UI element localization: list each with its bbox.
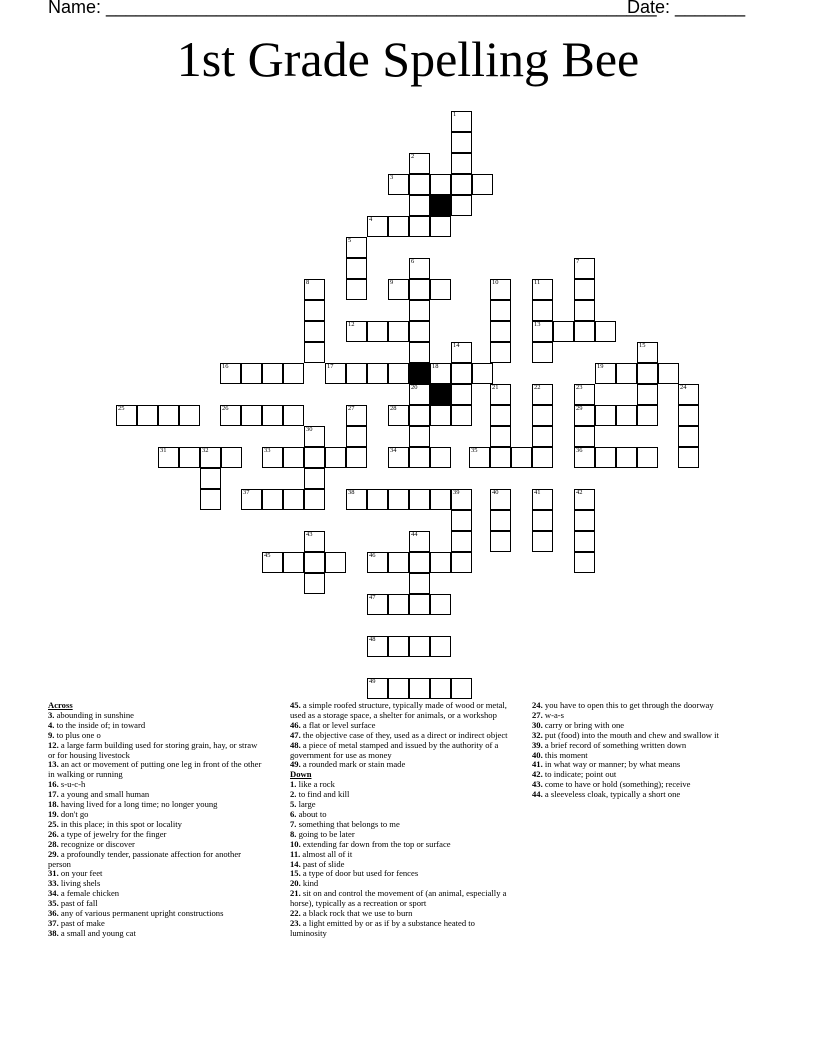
grid-cell[interactable] <box>490 342 511 363</box>
grid-cell[interactable] <box>388 447 409 468</box>
grid-cell[interactable] <box>262 363 283 384</box>
name-field-label: Name: _______________________________________________________ <box>48 0 657 17</box>
clue-number: 2 <box>411 153 415 160</box>
grid-cell[interactable] <box>574 321 595 342</box>
clue-item: 49. a rounded mark or stain made <box>290 759 406 770</box>
grid-cell[interactable] <box>451 384 472 405</box>
grid-cell[interactable] <box>283 405 304 426</box>
clue-column-2 <box>290 701 512 939</box>
grid-cell[interactable] <box>637 342 658 363</box>
page-title: 1st Grade Spelling Bee <box>176 31 640 87</box>
grid-cell[interactable] <box>532 279 553 300</box>
grid-cell[interactable] <box>595 321 616 342</box>
grid-cell[interactable] <box>574 552 595 573</box>
grid-cell[interactable] <box>325 552 346 573</box>
grid-cell[interactable] <box>409 405 430 426</box>
grid-cell[interactable] <box>451 552 472 573</box>
grid-cell[interactable] <box>637 384 658 405</box>
grid-cell[interactable] <box>532 489 553 510</box>
grid-cell[interactable] <box>409 153 430 174</box>
clue-item: 20. kind <box>290 878 319 889</box>
grid-cell[interactable] <box>678 384 699 405</box>
clue-number: 10 <box>492 279 499 286</box>
down-heading: Down <box>290 769 312 780</box>
grid-cell[interactable] <box>595 363 616 384</box>
grid-cell[interactable] <box>200 468 221 489</box>
clue-number: 28 <box>390 405 397 412</box>
clue-item: 38. a small and young cat <box>48 927 136 938</box>
grid-cell[interactable] <box>388 279 409 300</box>
clue-number: 24 <box>680 384 687 391</box>
grid-cell[interactable] <box>409 552 430 573</box>
clue-item: 30. carry or bring with one <box>532 719 625 730</box>
clue-item: 8. going to be later <box>290 828 355 839</box>
grid-cell[interactable] <box>678 426 699 447</box>
grid-cell[interactable] <box>532 321 553 342</box>
clue-item: 35. past of fall <box>48 898 98 909</box>
grid-cell[interactable] <box>388 363 409 384</box>
grid-cell[interactable] <box>346 258 367 279</box>
clue-item: 45. a simple roofed structure, typically made of wood or metal, used as a storage space, a shelter for animals, or a workshop <box>290 700 507 720</box>
clue-item: 26. a type of jewelry for the finger <box>48 828 167 839</box>
grid-cell[interactable] <box>574 426 595 447</box>
grid-cell[interactable] <box>304 321 325 342</box>
clue-number: 23 <box>576 384 583 391</box>
grid-cell[interactable] <box>262 447 283 468</box>
clue-item: 13. an act or movement of putting one leg in front of the other in walking or running <box>48 759 262 780</box>
grid-cell[interactable] <box>490 279 511 300</box>
grid-cell[interactable] <box>346 279 367 300</box>
grid-cell[interactable] <box>221 447 242 468</box>
grid-cell[interactable] <box>678 405 699 426</box>
clue-item: 29. a profoundly tender, passionate affection for another person <box>48 848 242 869</box>
grid-cell[interactable] <box>409 384 430 405</box>
grid-cell[interactable] <box>490 405 511 426</box>
grid-cell[interactable] <box>241 405 262 426</box>
grid-cell[interactable] <box>574 510 595 531</box>
grid-cell[interactable] <box>511 447 532 468</box>
grid-cell[interactable] <box>367 594 388 615</box>
grid-cell[interactable] <box>574 489 595 510</box>
clue-number: 4 <box>369 216 373 223</box>
grid-cell[interactable] <box>451 678 472 699</box>
clue-item: 22. a black rock that we use to burn <box>290 908 413 919</box>
clue-item: 47. the objective case of they, used as a direct or indirect object <box>290 729 508 740</box>
grid-cell[interactable] <box>367 678 388 699</box>
grid-cell[interactable] <box>532 447 553 468</box>
grid-cell[interactable] <box>490 510 511 531</box>
grid-cell[interactable] <box>179 405 200 426</box>
clue-number: 3 <box>390 174 394 181</box>
clue-number: 11 <box>534 279 541 286</box>
grid-cell[interactable] <box>346 426 367 447</box>
grid-cell[interactable] <box>304 342 325 363</box>
black-cell <box>430 195 451 216</box>
grid-cell[interactable] <box>304 468 325 489</box>
clue-number: 25 <box>118 405 125 412</box>
grid-cell[interactable] <box>367 552 388 573</box>
grid-cell[interactable] <box>490 447 511 468</box>
grid-cell[interactable] <box>595 447 616 468</box>
grid-cell[interactable] <box>451 111 472 132</box>
grid-cell[interactable] <box>472 174 493 195</box>
grid-cell[interactable] <box>532 531 553 552</box>
grid-cell[interactable] <box>283 489 304 510</box>
grid-cell[interactable] <box>200 489 221 510</box>
grid-cell[interactable] <box>451 510 472 531</box>
grid-cell[interactable] <box>346 405 367 426</box>
clue-number: 27 <box>348 405 355 412</box>
grid-cell[interactable] <box>451 195 472 216</box>
grid-cell[interactable] <box>283 552 304 573</box>
grid-cell[interactable] <box>409 489 430 510</box>
clue-item: 17. a young and small human <box>48 789 150 800</box>
grid-cell[interactable] <box>430 552 451 573</box>
clue-item: 10. extending far down from the top or surface <box>290 838 451 849</box>
clue-number: 43 <box>306 531 313 538</box>
clue-number: 41 <box>534 489 541 496</box>
grid-cell[interactable] <box>430 279 451 300</box>
clue-number: 5 <box>348 237 352 244</box>
grid-cell[interactable] <box>574 300 595 321</box>
clue-item: 31. on your feet <box>48 868 103 879</box>
grid-cell[interactable] <box>283 447 304 468</box>
clue-number: 42 <box>576 489 583 496</box>
grid-cell[interactable] <box>388 552 409 573</box>
clue-number: 40 <box>492 489 499 496</box>
grid-cell[interactable] <box>430 363 451 384</box>
grid-cell[interactable] <box>451 153 472 174</box>
grid-cell[interactable] <box>409 321 430 342</box>
grid-cell[interactable] <box>158 405 179 426</box>
grid-cell[interactable] <box>304 447 325 468</box>
grid-cell[interactable] <box>430 405 451 426</box>
grid-cell[interactable] <box>409 447 430 468</box>
grid-cell[interactable] <box>409 678 430 699</box>
clue-number: 30 <box>306 426 313 433</box>
clue-item: 40. this moment <box>532 749 588 760</box>
clue-item: 44. a sleeveless cloak, typically a short one <box>532 789 681 800</box>
grid-cell[interactable] <box>409 594 430 615</box>
clue-item: 15. a type of door but used for fences <box>290 868 419 879</box>
grid-cell[interactable] <box>430 594 451 615</box>
grid-cell[interactable] <box>490 300 511 321</box>
grid-cell[interactable] <box>409 300 430 321</box>
clue-item: 28. recognize or discover <box>48 838 135 849</box>
clue-number: 26 <box>222 405 229 412</box>
grid-cell[interactable] <box>574 405 595 426</box>
grid-cell[interactable] <box>367 216 388 237</box>
clue-item: 32. put (food) into the mouth and chew and swallow it <box>532 729 719 740</box>
clue-number: 13 <box>534 321 541 328</box>
grid-cell[interactable] <box>574 258 595 279</box>
clue-item: 11. almost all of it <box>290 848 353 859</box>
grid-cell[interactable] <box>325 447 346 468</box>
grid-cell[interactable] <box>616 447 637 468</box>
clue-number: 22 <box>534 384 541 391</box>
grid-cell[interactable] <box>137 405 158 426</box>
grid-cell[interactable] <box>451 363 472 384</box>
grid-cell[interactable] <box>388 678 409 699</box>
grid-cell[interactable] <box>367 636 388 657</box>
clue-number: 12 <box>348 321 355 328</box>
clue-number: 38 <box>348 489 355 496</box>
grid-cell[interactable] <box>451 531 472 552</box>
clue-number: 49 <box>369 678 376 685</box>
grid-cell[interactable] <box>388 636 409 657</box>
grid-cell[interactable] <box>325 363 346 384</box>
grid-cell[interactable] <box>409 195 430 216</box>
grid-cell[interactable] <box>532 342 553 363</box>
grid-cell[interactable] <box>409 174 430 195</box>
date-field-label: Date: _______ <box>627 0 746 17</box>
grid-cell[interactable] <box>637 405 658 426</box>
grid-cell[interactable] <box>262 552 283 573</box>
clue-item: 5. large <box>290 799 316 810</box>
grid-cell[interactable] <box>409 258 430 279</box>
clue-item: 27. w-a-s <box>532 709 564 720</box>
grid-cell[interactable] <box>346 237 367 258</box>
clue-number: 31 <box>160 447 167 454</box>
clue-number: 37 <box>243 489 250 496</box>
grid-cell[interactable] <box>532 510 553 531</box>
clue-number: 20 <box>411 384 418 391</box>
grid-cell[interactable] <box>283 363 304 384</box>
grid-cell[interactable] <box>241 489 262 510</box>
grid-cell[interactable] <box>116 405 137 426</box>
grid-cell[interactable] <box>430 636 451 657</box>
clue-number: 8 <box>306 279 310 286</box>
grid-cell[interactable] <box>430 174 451 195</box>
grid-cell[interactable] <box>490 531 511 552</box>
clue-number: 35 <box>471 447 478 454</box>
grid-cell[interactable] <box>451 174 472 195</box>
grid-cell[interactable] <box>532 384 553 405</box>
across-heading: Across <box>48 700 73 710</box>
clue-item: 6. about to <box>290 808 327 819</box>
grid-cell[interactable] <box>241 363 262 384</box>
grid-cell[interactable] <box>574 447 595 468</box>
grid-cell[interactable] <box>304 300 325 321</box>
grid-cell[interactable] <box>472 363 493 384</box>
clue-item: 2. to find and kill <box>290 789 350 800</box>
clue-number: 34 <box>390 447 397 454</box>
grid-cell[interactable] <box>678 447 699 468</box>
grid-cell[interactable] <box>451 405 472 426</box>
clue-number: 33 <box>264 447 271 454</box>
grid-cell[interactable] <box>574 531 595 552</box>
clue-item: 12. a large farm building used for storing grain, hay, or straw or for housing livestock <box>48 739 258 760</box>
clue-item: 34. a female chicken <box>48 888 120 899</box>
grid-cell[interactable] <box>262 405 283 426</box>
clue-item: 3. abounding in sunshine <box>48 709 134 720</box>
grid-cell[interactable] <box>658 363 679 384</box>
grid-cell[interactable] <box>388 489 409 510</box>
clue-item: 4. to the inside of; in toward <box>48 719 146 730</box>
clue-item: 21. sit on and control the movement of (an animal, especially a horse), typically as a recreation or sport <box>290 888 507 909</box>
grid-cell[interactable] <box>574 279 595 300</box>
clue-item: 24. you have to open this to get through the doorway <box>532 700 714 710</box>
grid-cell[interactable] <box>409 426 430 447</box>
grid-cell[interactable] <box>409 216 430 237</box>
clue-item: 7. something that belongs to me <box>290 818 400 829</box>
grid-cell[interactable] <box>304 531 325 552</box>
grid-cell[interactable] <box>490 489 511 510</box>
grid-cell[interactable] <box>388 594 409 615</box>
grid-cell[interactable] <box>409 279 430 300</box>
grid-cell[interactable] <box>469 447 490 468</box>
clue-number: 29 <box>576 405 583 412</box>
grid-cell[interactable] <box>409 342 430 363</box>
grid-cell[interactable] <box>409 636 430 657</box>
clue-item: 42. to indicate; point out <box>532 769 617 780</box>
clue-item: 41. in what way or manner; by what means <box>532 759 681 770</box>
clue-item: 19. don't go <box>48 808 89 819</box>
clue-number: 21 <box>492 384 499 391</box>
clue-item: 43. come to have or hold (something); receive <box>532 779 691 790</box>
grid-cell[interactable] <box>553 321 574 342</box>
clue-number: 32 <box>202 447 209 454</box>
grid-cell[interactable] <box>430 489 451 510</box>
grid-cell[interactable] <box>304 489 325 510</box>
clue-number: 9 <box>390 279 394 286</box>
clue-number: 48 <box>369 636 376 643</box>
clue-number: 15 <box>639 342 646 349</box>
clue-item: 9. to plus one o <box>48 729 101 740</box>
clue-number: 19 <box>597 363 604 370</box>
grid-cell[interactable] <box>451 489 472 510</box>
clue-item: 25. in this place; in this spot or locality <box>48 818 182 829</box>
grid-cell[interactable] <box>451 342 472 363</box>
grid-cell[interactable] <box>304 573 325 594</box>
clue-number: 44 <box>411 531 418 538</box>
clue-item: 37. past of make <box>48 917 105 928</box>
clue-number: 46 <box>369 552 376 559</box>
clue-number: 1 <box>453 111 457 118</box>
clue-item: 16. s-u-c-h <box>48 779 86 790</box>
clue-number: 45 <box>264 552 271 559</box>
clue-number: 47 <box>369 594 376 601</box>
grid-cell[interactable] <box>616 405 637 426</box>
black-cell <box>409 363 430 384</box>
clue-number: 6 <box>411 258 415 265</box>
grid-cell[interactable] <box>574 384 595 405</box>
grid-cell[interactable] <box>451 132 472 153</box>
clue-item: 23. a light emitted by or as if by a substance heated to luminosity <box>290 917 475 938</box>
clue-number: 39 <box>453 489 460 496</box>
clue-number: 14 <box>453 342 460 349</box>
grid-cell[interactable] <box>388 321 409 342</box>
grid-cell[interactable] <box>367 489 388 510</box>
clue-item: 14. past of slide <box>290 858 345 869</box>
clue-number: 17 <box>327 363 334 370</box>
clue-item: 18. having lived for a long time; no longer young <box>48 799 218 810</box>
grid-cell[interactable] <box>532 426 553 447</box>
clue-item: 48. a piece of metal stamped and issued by the authority of a government for use as money <box>290 739 499 760</box>
grid-cell[interactable] <box>179 447 200 468</box>
clue-column-3 <box>532 701 772 800</box>
grid-cell[interactable] <box>388 174 409 195</box>
grid-cell[interactable] <box>430 216 451 237</box>
grid-cell[interactable] <box>637 363 658 384</box>
clue-item: 46. a flat or level surface <box>290 719 376 730</box>
clue-number: 18 <box>432 363 439 370</box>
grid-cell[interactable] <box>346 363 367 384</box>
grid-cell[interactable] <box>220 363 241 384</box>
grid-cell[interactable] <box>409 573 430 594</box>
grid-cell[interactable] <box>304 279 325 300</box>
grid-cell[interactable] <box>490 384 511 405</box>
black-cell <box>430 384 451 405</box>
clue-number: 7 <box>576 258 580 265</box>
grid-cell[interactable] <box>200 447 221 468</box>
grid-cell[interactable] <box>637 447 658 468</box>
grid-cell[interactable] <box>367 321 388 342</box>
grid-cell[interactable] <box>616 363 637 384</box>
clue-item: 39. a brief record of something written down <box>532 739 687 750</box>
grid-cell[interactable] <box>304 426 325 447</box>
grid-cell[interactable] <box>430 447 451 468</box>
grid-cell[interactable] <box>490 321 511 342</box>
grid-cell[interactable] <box>346 321 367 342</box>
clue-item: 36. any of various permanent upright constructions <box>48 908 224 919</box>
grid-cell[interactable] <box>409 531 430 552</box>
grid-cell[interactable] <box>346 447 367 468</box>
grid-cell[interactable] <box>220 405 241 426</box>
clue-number: 16 <box>222 363 229 370</box>
grid-cell[interactable] <box>595 405 616 426</box>
grid-cell[interactable] <box>262 489 283 510</box>
grid-cell[interactable] <box>430 678 451 699</box>
grid-cell[interactable] <box>490 426 511 447</box>
grid-cell[interactable] <box>367 363 388 384</box>
clue-item: 33. living shels <box>48 878 101 889</box>
grid-cell[interactable] <box>532 300 553 321</box>
grid-cell[interactable] <box>388 405 409 426</box>
grid-cell[interactable] <box>158 447 179 468</box>
grid-cell[interactable] <box>346 489 367 510</box>
grid-cell[interactable] <box>388 216 409 237</box>
clue-item: 1. like a rock <box>290 779 335 790</box>
clue-number: 36 <box>576 447 583 454</box>
grid-cell[interactable] <box>532 405 553 426</box>
clue-column-1 <box>48 701 266 939</box>
grid-cell[interactable] <box>304 552 325 573</box>
